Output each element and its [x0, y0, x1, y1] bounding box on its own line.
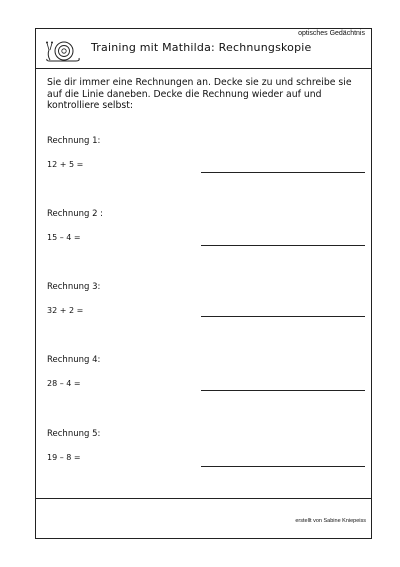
- task-4-answer-line[interactable]: [201, 390, 365, 391]
- task-3-expression: 32 + 2 =: [47, 306, 84, 315]
- worksheet-header: [36, 29, 371, 69]
- task-3-label: Rechnung 3:: [47, 282, 101, 292]
- task-1-answer-line[interactable]: [201, 172, 365, 173]
- worksheet: [35, 28, 372, 539]
- task-5-expression: 19 – 8 =: [47, 453, 81, 462]
- task-2-expression: 15 – 4 =: [47, 233, 81, 242]
- category-label: optisches Gedächtnis: [298, 30, 365, 37]
- task-1-label: Rechnung 1:: [47, 136, 101, 146]
- task-2-label: Rechnung 2 :: [47, 209, 104, 219]
- task-5-label: Rechnung 5:: [47, 429, 101, 439]
- task-1-expression: 12 + 5 =: [47, 160, 84, 169]
- task-3-answer-line[interactable]: [201, 316, 365, 317]
- task-4-expression: 28 – 4 =: [47, 379, 81, 388]
- footer-divider: [36, 498, 371, 499]
- author-credit: erstellt von Sabine Kniepeiss: [295, 518, 366, 524]
- task-2-answer-line[interactable]: [201, 245, 365, 246]
- task-5-answer-line[interactable]: [201, 466, 365, 467]
- snail-icon: [44, 37, 82, 63]
- instructions-text: Sie dir immer eine Rechnungen an. Decke sie zu und schreibe sie auf die Linie daneben. Decke die Rechnung wieder auf und kontrolliere selbst:: [47, 77, 352, 111]
- task-4-label: Rechnung 4:: [47, 355, 101, 365]
- page-title: Training mit Mathilda: Rechnungskopie: [91, 41, 312, 54]
